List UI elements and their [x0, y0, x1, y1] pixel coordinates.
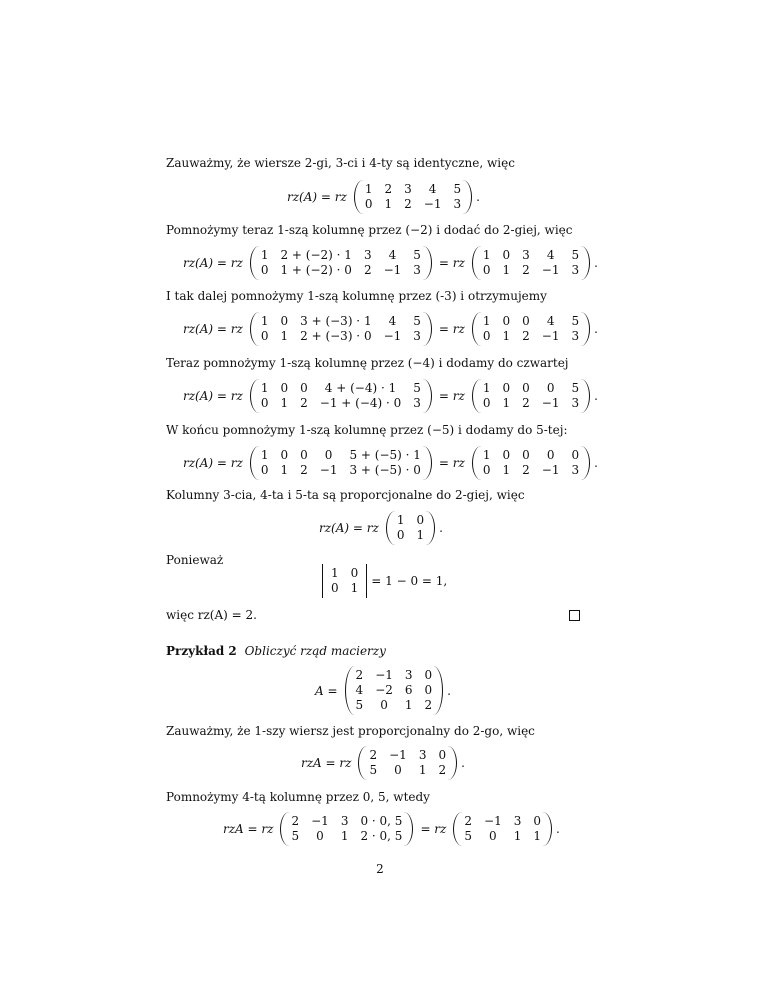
matrix-cell: 3	[571, 263, 580, 277]
matrix-cell: 1	[396, 513, 405, 527]
matrix-5b	[472, 446, 590, 480]
paragraph-7: Ponieważ	[166, 553, 224, 567]
matrix-cell: 0	[482, 263, 491, 277]
matrix-cell: 5 + (−5) · 1	[349, 448, 421, 462]
matrix-cell: 3	[413, 329, 421, 343]
equation-3	[180, 312, 598, 346]
determinant-result: = 1 − 0 = 1,	[371, 574, 448, 588]
matrix-cell: 5	[571, 381, 580, 395]
matrix-cell: 0	[316, 829, 324, 843]
matrix-cell: 2 + (−2) · 1	[280, 248, 352, 262]
matrix-cell: 2	[522, 396, 530, 410]
paragraph-8: więc rz(A) = 2.	[166, 608, 257, 622]
matrix-cell: −1	[541, 263, 560, 277]
matrix-cell: 2	[522, 463, 530, 477]
matrix-cell: 1	[502, 396, 511, 410]
matrix-cell: 1	[280, 463, 289, 477]
matrix-cell: 5	[453, 182, 462, 196]
matrix-cell: 5	[413, 381, 421, 395]
matrix-3b	[472, 312, 590, 346]
matrix-cell: 1	[502, 263, 511, 277]
matrix-cell: 2	[300, 396, 308, 410]
matrix-cell: 3	[522, 248, 530, 262]
page-number: 2	[376, 862, 384, 876]
matrix-cell: 0	[280, 448, 289, 462]
matrix-cell: 4	[388, 248, 397, 262]
equation-rz: = rz	[438, 456, 465, 470]
matrix-cell: 0	[260, 396, 269, 410]
matrix-cell: 1	[418, 763, 427, 777]
equation-period: .	[447, 683, 451, 698]
matrix-cell: 4	[355, 683, 364, 697]
matrix-cell: 1	[502, 463, 511, 477]
matrix-cell: 0	[380, 698, 388, 712]
equation-rz: = rz	[438, 389, 465, 403]
matrix-cell: 5	[571, 248, 580, 262]
equation-rz: = rz	[438, 256, 465, 270]
equation-rz: = rz	[420, 822, 447, 836]
equation-6	[316, 511, 443, 545]
matrix-cell: 2	[438, 763, 447, 777]
matrix-cell: −1	[541, 329, 560, 343]
matrix-cell: 0	[300, 448, 308, 462]
matrix-cell: −1	[389, 748, 407, 762]
matrix-6	[386, 511, 435, 545]
matrix-cell: −1	[383, 329, 402, 343]
matrix-cell: 0	[502, 314, 511, 328]
matrix-cell: 0	[546, 381, 555, 395]
matrix-8	[358, 746, 457, 780]
matrix-5a	[250, 446, 432, 480]
matrix-cell: 0	[416, 513, 425, 527]
matrix-cell: 0	[522, 448, 530, 462]
matrix-cell: 0	[502, 448, 511, 462]
matrix-cell: 3	[513, 814, 522, 828]
matrix-cell: 5	[413, 314, 421, 328]
matrix-2b	[472, 246, 590, 280]
matrix-cell: 2	[300, 463, 308, 477]
matrix-cell: 1	[280, 396, 289, 410]
matrix-cell: 1	[404, 698, 413, 712]
paragraph-9: Zauważmy, że 1-szy wiersz jest proporcjonalny do 2-go, więc	[166, 724, 535, 738]
matrix-cell: 0	[571, 448, 580, 462]
matrix-cell: 3	[571, 396, 580, 410]
matrix-A	[345, 666, 444, 715]
matrix-cell: −1	[383, 263, 402, 277]
matrix-cell: −1	[484, 814, 502, 828]
matrix-cell: 3	[418, 748, 427, 762]
matrix-cell: 0	[522, 314, 530, 328]
matrix-9b	[453, 812, 552, 846]
matrix-cell: 0	[396, 528, 405, 542]
example-label: Przykład 2	[166, 644, 237, 658]
matrix-1	[354, 180, 472, 214]
equation-lhs: rzA = rz	[223, 822, 274, 836]
paragraph-1: Zauważmy, że wiersze 2-gi, 3-ci i 4-ty są identyczne, więc	[166, 156, 515, 170]
matrix-cell: 1	[533, 829, 541, 843]
equation-period: .	[556, 822, 560, 836]
example-heading	[166, 644, 386, 658]
matrix-cell: 0	[394, 763, 402, 777]
matrix-2a	[250, 246, 432, 280]
matrix-cell: 2	[464, 814, 473, 828]
example-task: Obliczyć rząd macierzy	[244, 644, 386, 658]
matrix-3a	[250, 312, 432, 346]
matrix-cell: 0	[260, 263, 269, 277]
matrix-cell: 5	[291, 829, 300, 843]
matrix-cell: 2	[424, 698, 433, 712]
matrix-cell: −1	[375, 668, 393, 682]
qed-square-icon	[569, 610, 580, 621]
matrix-cell: 1	[350, 581, 359, 595]
matrix-cell: 0	[502, 381, 511, 395]
equation-period: .	[461, 756, 465, 770]
matrix-cell: 5	[413, 248, 421, 262]
matrix-cell: 2	[363, 263, 372, 277]
matrix-cell: 1	[260, 248, 269, 262]
matrix-cell: 3	[413, 263, 421, 277]
matrix-4b	[472, 379, 590, 413]
matrix-cell: 0	[350, 566, 359, 580]
equation-period: .	[476, 190, 480, 204]
equation-period: .	[594, 322, 598, 336]
matrix-cell: 1	[502, 329, 511, 343]
matrix-cell: 1	[482, 448, 491, 462]
equation-lhs: A =	[315, 683, 338, 698]
matrix-4a	[250, 379, 432, 413]
matrix-cell: 0	[260, 329, 269, 343]
equation-lhs: rz(A) = rz	[183, 389, 243, 403]
matrix-cell: 1	[260, 314, 269, 328]
matrix-cell: 3	[363, 248, 372, 262]
matrix-cell: 5	[571, 314, 580, 328]
matrix-cell: 4	[546, 314, 555, 328]
matrix-9a	[280, 812, 413, 846]
matrix-cell: 3 + (−5) · 0	[349, 463, 421, 477]
matrix-cell: 1	[416, 528, 425, 542]
matrix-cell: 0	[522, 381, 530, 395]
matrix-cell: 2 · 0, 5	[360, 829, 403, 843]
matrix-cell: 4	[388, 314, 397, 328]
equation-period: .	[439, 521, 443, 535]
matrix-cell: 2	[369, 748, 378, 762]
matrix-cell: 6	[404, 683, 413, 697]
matrix-cell: 1	[513, 829, 522, 843]
matrix-cell: 3	[453, 197, 462, 211]
matrix-cell: 2	[522, 329, 530, 343]
equation-lhs: rz(A) = rz	[319, 521, 379, 535]
matrix-cell: 0	[546, 448, 555, 462]
equation-2	[180, 246, 598, 280]
matrix-cell: 2	[522, 263, 530, 277]
matrix-cell: 1	[331, 566, 339, 580]
matrix-cell: 4	[428, 182, 437, 196]
equation-4	[180, 379, 598, 413]
matrix-cell: 0	[502, 248, 511, 262]
matrix-cell: 1 + (−2) · 0	[280, 263, 352, 277]
matrix-cell: −1	[311, 814, 329, 828]
matrix-cell: 4	[546, 248, 555, 262]
matrix-cell: 1	[364, 182, 373, 196]
matrix-cell: 5	[464, 829, 473, 843]
paragraph-2: Pomnożymy teraz 1-szą kolumnę przez (−2) i dodać do 2-giej, więc	[166, 223, 573, 237]
matrix-cell: 5	[355, 698, 364, 712]
matrix-cell: 1	[340, 829, 349, 843]
matrix-cell: 0	[533, 814, 541, 828]
matrix-cell: −1	[541, 396, 560, 410]
matrix-cell: 1	[482, 381, 491, 395]
matrix-cell: 4 + (−4) · 1	[324, 381, 397, 395]
matrix-cell: 1	[260, 448, 269, 462]
matrix-cell: 2	[384, 182, 393, 196]
matrix-cell: −2	[375, 683, 393, 697]
matrix-cell: 1	[482, 248, 491, 262]
equation-lhs: rz(A) = rz	[183, 322, 243, 336]
matrix-cell: −1	[319, 463, 338, 477]
equation-period: .	[594, 389, 598, 403]
matrix-cell: 0	[364, 197, 373, 211]
matrix-cell: 0	[424, 683, 433, 697]
determinant-equation	[318, 564, 447, 598]
equation-1	[284, 180, 480, 214]
matrix-cell: 2	[291, 814, 300, 828]
matrix-cell: 0	[482, 463, 491, 477]
matrix-cell: 0	[482, 396, 491, 410]
matrix-cell: 5	[369, 763, 378, 777]
matrix-cell: 2	[355, 668, 364, 682]
matrix-cell: −1 + (−4) · 0	[319, 396, 402, 410]
paragraph-4: Teraz pomnożymy 1-szą kolumnę przez (−4) i dodamy do czwartej	[166, 356, 569, 370]
matrix-cell: 0	[438, 748, 447, 762]
matrix-cell: 0	[331, 581, 339, 595]
matrix-cell: 0	[324, 448, 333, 462]
equation-period: .	[594, 256, 598, 270]
paragraph-3: I tak dalej pomnożymy 1-szą kolumnę przez (-3) i otrzymujemy	[166, 289, 547, 303]
equation-rz: = rz	[438, 322, 465, 336]
matrix-cell: −1	[541, 463, 560, 477]
matrix-cell: 0	[280, 314, 289, 328]
determinant-matrix	[322, 564, 367, 598]
equation-lhs: rz(A) = rz	[287, 190, 347, 204]
equation-period: .	[594, 456, 598, 470]
matrix-cell: 0	[424, 668, 433, 682]
matrix-cell: 1	[280, 329, 289, 343]
matrix-cell: 3	[404, 182, 412, 196]
equation-5	[180, 446, 598, 480]
matrix-cell: 0	[260, 463, 269, 477]
matrix-cell: 3	[571, 463, 580, 477]
matrix-cell: 2 + (−3) · 0	[300, 329, 372, 343]
matrix-cell: 0 · 0, 5	[360, 814, 403, 828]
matrix-cell: 2	[404, 197, 412, 211]
equation-8	[298, 746, 465, 780]
equation-lhs: rz(A) = rz	[183, 456, 243, 470]
matrix-cell: 1	[260, 381, 269, 395]
equation-9	[220, 812, 560, 846]
paragraph-6: Kolumny 3-cia, 4-ta i 5-ta są proporcjonalne do 2-giej, więc	[166, 488, 525, 502]
matrix-cell: 3	[413, 396, 421, 410]
matrix-cell: 0	[489, 829, 497, 843]
equation-A	[312, 666, 451, 715]
paragraph-5: W końcu pomnożymy 1-szą kolumnę przez (−5) i dodamy do 5-tej:	[166, 423, 568, 437]
matrix-cell: 0	[482, 329, 491, 343]
equation-lhs: rzA = rz	[301, 756, 352, 770]
matrix-cell: 3	[404, 668, 413, 682]
matrix-cell: 0	[280, 381, 289, 395]
matrix-cell: 0	[300, 381, 308, 395]
equation-lhs: rz(A) = rz	[183, 256, 243, 270]
matrix-cell: 1	[482, 314, 491, 328]
matrix-cell: −1	[423, 197, 442, 211]
matrix-cell: 3	[571, 329, 580, 343]
paragraph-10: Pomnożymy 4-tą kolumnę przez 0, 5, wtedy	[166, 790, 430, 804]
matrix-cell: 1	[384, 197, 393, 211]
matrix-cell: 3 + (−3) · 1	[300, 314, 372, 328]
matrix-cell: 3	[340, 814, 349, 828]
